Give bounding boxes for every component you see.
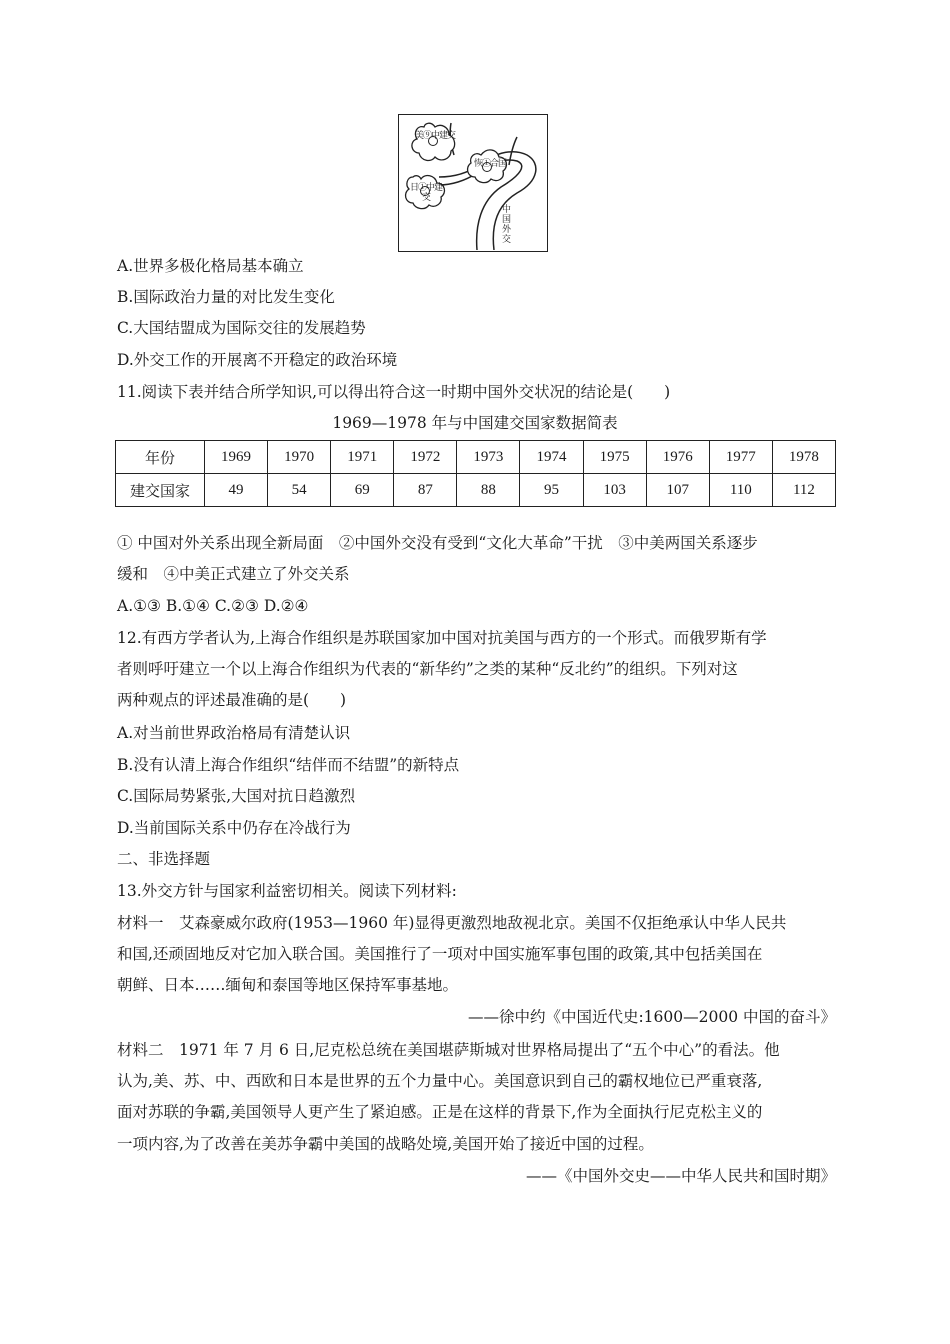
material2-line3: 面对苏联的争霸,美国领导人更产生了紧迫感。正是在这样的背景下,作为全面执行尼克松主义的 [117,1103,763,1121]
table-cell: 1978 [772,441,835,474]
material1-source: ——徐中约《中国近代史:1600—2000 中国的奋斗》 [467,1008,836,1026]
diplomatic-data-table [115,440,836,507]
table-cell: 54 [268,474,331,507]
table-row-years [116,441,836,474]
q13-stem: 13.外交方针与国家利益密切相关。阅读下列材料: [117,882,457,900]
table-title: 1969—1978 年与中国建交国家数据简表 [332,414,618,432]
table-cell: 49 [205,474,268,507]
table-cell: 112 [772,474,835,507]
q10-option-b: B.国际政治力量的对比发生变化 [117,288,335,306]
q12-option-b: B.没有认清上海合作组织“结伴而不结盟”的新特点 [117,756,460,774]
diplomacy-river-figure [398,114,548,252]
material1-line1: 材料一 艾森豪威尔政府(1953—1960 年)显得更激烈地敌视北京。美国不仅拒绝承认中华人民共 [117,914,787,932]
table-cell: 1974 [520,441,583,474]
q11-statements-line1: ① 中国对外关系出现全新局面 ②中国外交没有受到“文化大革命”干扰 ③中美两国关系逐步 [117,534,758,552]
q12-stem-line1: 12.有西方学者认为,上海合作组织是苏联国家加中国对抗美国与西方的一个形式。而俄罗斯有学 [117,629,767,647]
table-header-year: 年份 [116,441,205,474]
q11-stem: 11.阅读下表并结合所学知识,可以得出符合这一时期中国外交状况的结论是( ) [117,383,671,401]
table-cell: 95 [520,474,583,507]
q10-option-c: C.大国结盟成为国际交往的发展趋势 [117,319,366,337]
bubble-japan-china-label: 日①中建交 [409,183,442,203]
table-cell: 88 [457,474,520,507]
river-label: 中国外交 [502,205,512,245]
table-cell: 1970 [268,441,331,474]
q10-option-d: D.外交工作的开展离不开稳定的政治环境 [117,351,398,369]
table-cell: 103 [583,474,646,507]
table-cell: 87 [394,474,457,507]
table-cell: 69 [331,474,394,507]
q12-option-d: D.当前国际关系中仍存在冷战行为 [117,819,351,837]
table-header-countries: 建交国家 [116,474,205,507]
table-cell: 1972 [394,441,457,474]
table-cell: 1975 [583,441,646,474]
q11-statements-line2: 缓和 ④中美正式建立了外交关系 [117,565,350,583]
q11-options: A.①③ B.①④ C.②③ D.②④ [117,597,309,615]
q12-option-c: C.国际局势紧张,大国对抗日趋激烈 [117,787,356,805]
table-cell: 1971 [331,441,394,474]
q12-stem-line2: 者则呼吁建立一个以上海合作组织为代表的“新华约”之类的某种“反北约”的组织。下列对这 [117,660,738,678]
table-cell: 1969 [205,441,268,474]
table-cell: 1976 [646,441,709,474]
q12-stem-line3: 两种观点的评述最准确的是( ) [117,691,347,709]
table-cell: 107 [646,474,709,507]
material2-source: ——《中国外交史——中华人民共和国时期》 [525,1167,836,1185]
section-heading: 二、非选择题 [117,850,211,868]
material2-line1: 材料二 1971 年 7 月 6 日,尼克松总统在美国堪萨斯城对世界格局提出了“五个中心”的看法。他 [117,1041,780,1059]
material1-line3: 朝鲜、日本……缅甸和泰国等地区保持军事基地。 [117,976,459,994]
q10-option-a: A.世界多极化格局基本确立 [117,257,304,275]
material2-line4: 一项内容,为了改善在美苏争霸中美国的战略处境,美国开始了接近中国的过程。 [117,1135,654,1153]
material1-line2: 和国,还顽固地反对它加入联合国。美国推行了一项对中国实施军事包围的政策,其中包括美国在 [117,945,763,963]
table-cell: 1973 [457,441,520,474]
table-row-counts [116,474,836,507]
table-cell: 1977 [709,441,772,474]
material2-line2: 认为,美、苏、中、西欧和日本是世界的五个力量中心。美国意识到自己的霸权地位已严重衰落, [117,1072,763,1090]
bubble-us-china-label: 美⑨中建交 [415,131,456,141]
q12-option-a: A.对当前世界政治格局有清楚认识 [117,724,351,742]
table-cell: 110 [709,474,772,507]
bubble-un-label: 恢①合国 [473,159,506,169]
